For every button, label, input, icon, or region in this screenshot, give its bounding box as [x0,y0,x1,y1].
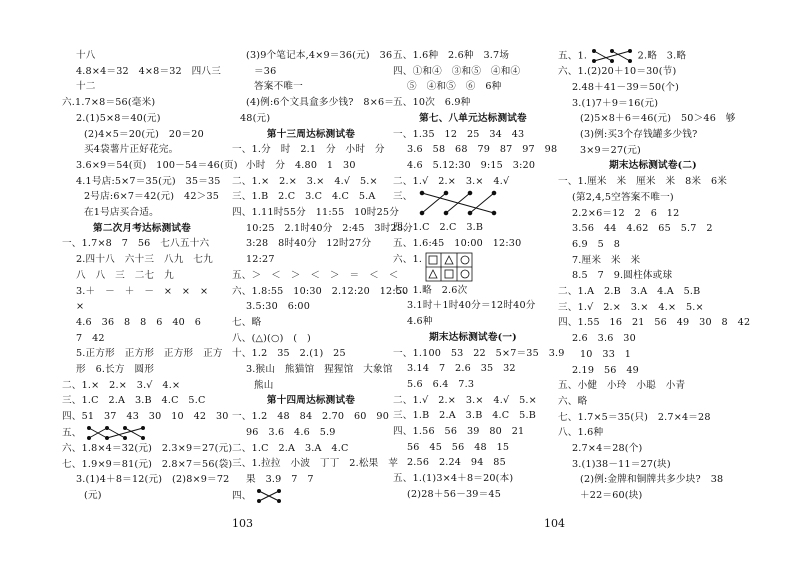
text-line: 3.14 7 2.6 35 32 [407,363,516,375]
text-line: 4.8×4＝32 4×8＝32 四八三 [76,65,222,77]
text-line: (4)例:6个文具盒多少钱? 8×6＝ [246,97,395,109]
text-line: 答案不唯一 [254,81,303,93]
text-line: 96 3.6 4.6 5.9 [246,426,336,438]
text-line: 五、1.6种 2.6种 3.7场 [393,50,510,61]
text-line: 三、1.B 2.A 3.B 4.C 5.B [393,410,536,422]
text-line: 一、1.分 时 2.1 分 小时 分 [232,144,385,156]
text-line: 4.6 5.12:30 9:15 3:20 [407,159,536,171]
text-line: 四、1.56 56 39 80 21 [393,426,525,438]
page-number: 104 [544,517,565,530]
text-line: 三、 [393,191,413,203]
text-line: 二、1.× 2.× 3.× 4.√ 5.× [232,175,378,187]
text-line: 3.(1)4＋8＝12(元) (2)8×9＝72 [76,474,230,486]
text-line: 2.略 3.略 [637,50,687,62]
text-line: 三、1.B 2.C 3.C 4.C 5.A [232,191,376,203]
text-line: 3.5:30 6:00 [246,301,311,313]
text-line: 果 3.9 7 7 [246,473,314,485]
text-line: 十八 [76,50,96,61]
text-line: 10 33 1 [580,348,632,360]
text-line: 五、10次 6.9种 [393,97,471,109]
shapes-grid-figure [425,252,473,282]
text-line: 4.1号店:5×7＝35(元) 35＝35 [76,175,221,187]
text-line: 5.6 6.4 7.3 [407,378,475,390]
text-line: 五、＞ ＜ ＞ ＜ ＞ ＝ ＜ ＜ [232,269,399,281]
text-line: 7 42 [76,332,105,344]
text-line: (2)例:金牌和铜牌共多少块? 38 [580,474,724,486]
text-line: 五、小健 小玲 小聪 小青 [558,380,686,392]
text-line: (3)例:买3个存钱罐多少钱? [580,129,698,141]
text-line: 一、1.厘米 米 厘米 米 8米 6米 [558,176,728,188]
text-line: 6.9 5 8 [572,238,621,250]
text-line: 三、1.C 2.A 3.B 4.C 5.C [62,395,206,407]
text-line: 2.2×6＝12 2 6 12 [572,207,680,219]
text-line: 四、 [232,490,252,502]
section-heading: 期末达标测试卷(二) [609,160,697,172]
text-line: 六、1.8×4＝32(元) 2.3×9＝27(元) [62,443,233,455]
text-line: (3)9个笔记本,4×9＝36(元) 36 [246,50,393,61]
text-line: 三、1.拉拉 小波 丁丁 2.松果 苹 [232,458,399,470]
text-line: 小时 分 4.80 1 30 [246,159,356,171]
text-line: 一、1.35 12 25 34 43 [393,128,525,140]
section-heading: 第七、八单元达标测试卷 [419,112,527,124]
text-line: (第2,4,5空答案不唯一) [572,191,674,203]
text-line: 3.(1)38－11＝27(块) [572,458,671,470]
text-line: 五、1.6:45 10:00 12:30 [393,238,522,250]
text-line: 十、1.2 35 2.(1) 25 [232,348,346,360]
text-line: 3.猴山 熊猫馆 猩猩馆 大象馆 [246,364,393,376]
right-column-1 [393,48,565,503]
text-line: 2.48＋41－39＝50(个) [572,81,680,93]
left-column-2 [232,48,413,504]
text-line: 七、略 [232,316,262,328]
text-line: ＋22＝60(块) [580,490,643,502]
text-line: 形 6.长方 圆形 [76,364,155,376]
text-line: 七、1.9×9＝81(元) 2.8×7＝56(袋) [62,458,233,470]
page-right [393,0,800,574]
text-line: ⑤ ④和⑤ ⑥ 6种 [407,81,502,93]
text-line: ＝36 [254,65,277,77]
text-line: 12:27 [246,254,275,266]
text-line: 七、1.略 2.6次 [393,284,468,296]
right-column-2 [558,48,751,504]
text-line: 2.56 2.24 94 85 [407,457,506,469]
text-line: (2)4×5＝20(元) 20＝20 [84,128,204,140]
text-line: × [76,301,85,313]
text-line: 3:28 8时40分 12时27分 [246,238,372,250]
text-line: 五、1.(1)3×4＋8＝20(本) [393,473,514,485]
text-line: 48(元) [240,112,271,124]
text-line: 二、1.× 2.× 3.√ 4.× [62,379,181,391]
text-line: 二、1.C 2.A 3.A 4.C [232,442,349,454]
matching-line-row [558,48,748,64]
shape-grid-row [393,252,553,283]
text-line: 3.＋ － ＋ － × × × [76,285,209,297]
text-line: (2)5×8＋6＝46(元) 50＞46 够 [580,113,736,125]
connect-lines-diagram [416,189,500,217]
text-line: 五、1. [558,50,588,62]
text-line: 六、1. [393,253,423,265]
text-line: 八 八 三 二七 九 [76,269,174,281]
text-line: 3.1时＋1时40分＝12时40分 [407,300,536,312]
text-line: 七、1.7×5＝35(只) 2.7×4＝28 [558,411,711,423]
text-line: 2.19 56 49 [572,364,639,376]
text-line: 5.正方形 正方形 正方形 正方 [76,348,223,360]
text-line: 2.6 3.6 30 [572,333,636,345]
text-line: 二、1.A 2.B 3.A 4.A 5.B [558,286,701,298]
text-line: 2.四十八 六十三 八九 七九 [76,254,213,266]
text-line: 10:25 2.1时40分 2:45 3时28分 [246,222,413,234]
matching-line-row [62,425,222,441]
text-line: 六、略 [558,395,588,407]
text-line: 3×9＝27(元) [580,144,641,156]
text-line: 2.(1)5×8＝40(元) [76,112,161,124]
text-line: 六、1.(2)20＋10＝30(节) [558,66,677,78]
text-line: 六、1.8:55 10:30 2.12:20 12:50 [232,285,409,297]
matching-line-row [232,488,390,504]
left-column-1 [62,48,238,504]
text-line: 四、1.55 16 21 56 49 30 8 42 [558,317,751,329]
text-line: 3.(1)7＋9＝16(元) [572,97,659,109]
text-line: 3.6 58 68 79 87 97 98 [407,144,558,156]
text-line: 三、1.√ 2.× 3.× 4.× 5.× [558,301,704,313]
text-line: 2号店:6×7＝42(元) 42＞35 [84,191,220,203]
text-line: 在1号店买合适。 [84,207,159,219]
text-line: 2.7×4＝28(个) [572,443,643,455]
text-line: 六.1.7×8＝56(毫米) [62,97,156,109]
section-heading: 第十三周达标测试卷 [266,128,356,140]
text-line: 3.56 44 4.62 65 5.7 2 [572,223,713,235]
text-line: 八、(△)(○) ( ) [232,332,311,344]
section-heading: 第十四周达标测试卷 [266,395,356,407]
text-line: 五、 [62,427,82,439]
text-line: 四、51 37 43 30 10 42 30 [62,411,229,423]
text-line: 7.厘米 米 米 [572,254,641,266]
page-number: 103 [232,517,253,530]
text-line: 8.5 7 9.圆柱体或球 [572,270,673,282]
text-line: (2)28＋56－39＝45 [407,488,502,500]
text-line: 四、1.11时55分 11:55 10时25分 [232,207,399,219]
text-line: 一、1.7×8 7 56 七八五十六 [62,238,210,250]
text-line: 熊山 [254,379,274,391]
text-line: 八、1.6种 [558,427,604,439]
text-line: 十二 [76,81,96,93]
matching-lines-diagram [85,425,165,441]
text-line: 四、1.C 2.C 3.B [393,222,484,234]
text-line: 4.6 36 8 8 6 40 6 [76,316,202,328]
text-line: 3.6×9＝54(页) 100－54＝46(页) [76,159,238,171]
text-line: (元) [84,490,102,502]
text-line: 二、1.√ 2.× 3.× 4.√ [393,175,510,187]
cross-lines-diagram [255,488,285,504]
text-line: 4.6种 [407,316,433,328]
text-line: 一、1.100 53 22 5×7＝35 3.9 [393,347,565,359]
section-heading: 期末达标测试卷(一) [429,331,517,343]
text-line: 一、1.2 48 84 2.70 60 90 [232,411,390,423]
matching-line-row [393,189,553,220]
text-line: 买4袋薯片正好花完。 [84,144,179,156]
text-line: 二、1.√ 2.× 3.× 4.√ 5.× [393,394,537,406]
text-line: 四、①和④ ③和⑤ ④和④ [393,65,521,77]
text-line: 56 45 56 48 15 [407,441,510,453]
section-heading: 第二次月考达标测试卷 [93,222,191,234]
matching-lines-diagram [590,48,634,64]
